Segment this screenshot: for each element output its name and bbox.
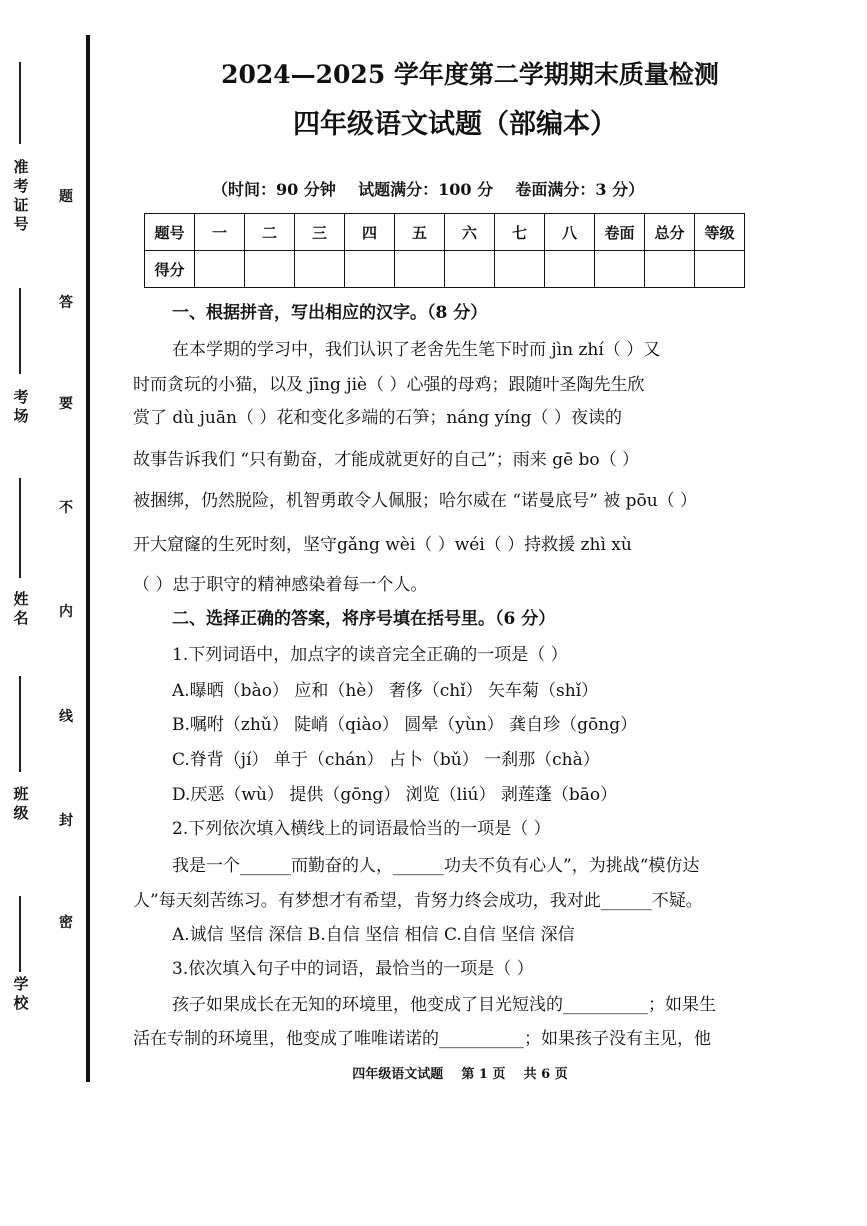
score-table-score-row [145, 251, 745, 288]
score-cell[interactable] [545, 251, 595, 288]
exam-title: 2024—2025 学年度第二学期期末质量检测 [221, 60, 719, 89]
exam-room-label: 考场 [13, 388, 29, 425]
score-table [144, 213, 745, 288]
seal-char: 不 [59, 500, 73, 516]
score-row-label: 得分 [145, 251, 195, 288]
seal-char: 题 [59, 189, 73, 205]
q1-option-b: B.嘱咐（zhǔ） 陡峭（qiào） 圆晕（yùn） 龚自珍（gōng） [172, 715, 638, 735]
score-header-cell: 总分 [645, 214, 695, 251]
exam-room-blank [19, 288, 21, 374]
q2-line: 人”每天刻苦练习。有梦想才有希望，肯努力终会成功，我对此______不疑。 [133, 891, 703, 911]
q3-line: 孩子如果成长在无知的环境里，他变成了目光短浅的__________；如果生 [172, 995, 716, 1015]
section1-line: 赏了 dù juān（ ）花和变化多端的石笋；náng yíng（ ）夜读的 [133, 408, 622, 428]
q1-stem: 1.下列词语中，加点字的读音完全正确的一项是（ ） [172, 645, 568, 665]
score-table-header-row [145, 214, 745, 251]
score-header-cell: 六 [445, 214, 495, 251]
seal-char: 线 [59, 709, 73, 725]
q2-options: A.诚信 坚信 深信 B.自信 坚信 相信 C.自信 坚信 深信 [172, 925, 575, 945]
score-header-cell: 四 [345, 214, 395, 251]
section1-line: 故事告诉我们 “只有勤奋，才能成就更好的自己”；雨来 gē bo（ ） [133, 450, 640, 470]
score-header-cell: 二 [245, 214, 295, 251]
score-header-cell: 五 [395, 214, 445, 251]
school-label: 学校 [13, 975, 29, 1012]
score-cell[interactable] [295, 251, 345, 288]
school-blank [19, 896, 21, 972]
page-footer: 四年级语文试题 第 1 页 共 6 页 [352, 1067, 568, 1082]
score-cell[interactable] [445, 251, 495, 288]
seal-char: 要 [59, 396, 73, 412]
score-cell[interactable] [345, 251, 395, 288]
section2-title: 二、选择正确的答案，将序号填在括号里。（6 分） [172, 609, 556, 629]
name-blank [19, 478, 21, 578]
q1-option-c: C.脊背（jí） 单于（chán） 占卜（bǔ） 一刹那（chà） [172, 750, 600, 770]
exam-subtitle: 四年级语文试题（部编本） [293, 109, 617, 140]
score-cell[interactable] [395, 251, 445, 288]
q1-option-d: D.厌恶（wù） 提供（gōng） 浏览（liú） 剥莲蓬（bāo） [172, 785, 618, 805]
section1-line: 时而贪玩的小猫，以及 jīng jiè（ ）心强的母鸡；跟随叶圣陶先生欣 [133, 375, 645, 395]
q1-option-a: A.曝晒（bào） 应和（hè） 奢侈（chǐ） 矢车菊（shǐ） [172, 681, 599, 701]
score-header-cell: 等级 [695, 214, 745, 251]
exam-id-label: 准考证号 [13, 158, 29, 233]
score-cell[interactable] [645, 251, 695, 288]
score-cell[interactable] [195, 251, 245, 288]
section1-title: 一、根据拼音，写出相应的汉字。（8 分） [172, 303, 488, 323]
score-cell[interactable] [495, 251, 545, 288]
score-cell[interactable] [695, 251, 745, 288]
section1-line: 在本学期的学习中，我们认识了老舍先生笔下时而 jìn zhí（ ）又 [172, 340, 661, 360]
q2-stem: 2.下列依次填入横线上的词语最恰当的一项是（ ） [172, 819, 551, 839]
class-blank [19, 676, 21, 772]
seal-char: 密 [59, 915, 73, 931]
q2-line: 我是一个______而勤奋的人，______功夫不负有心人”，为挑战“模仿达 [172, 856, 700, 876]
score-header-cell: 卷面 [595, 214, 645, 251]
seal-char: 答 [59, 295, 73, 311]
seal-char: 封 [59, 813, 73, 829]
q3-line: 活在专制的环境里，他变成了唯唯诺诺的__________；如果孩子没有主见，他 [133, 1029, 711, 1049]
section1-line: 开大窟窿的生死时刻，坚守gǎng wèi（ ）wéi（ ）持救援 zhì xù [133, 535, 632, 555]
score-header-cell: 一 [195, 214, 245, 251]
binding-line [86, 35, 90, 1082]
score-header-cell: 八 [545, 214, 595, 251]
seal-char: 内 [59, 604, 73, 620]
q3-stem: 3.依次填入句子中的词语，最恰当的一项是（ ） [172, 959, 534, 979]
score-cell[interactable] [595, 251, 645, 288]
exam-info: （时间：90 分钟 试题满分：100 分 卷面满分：3 分） [212, 180, 645, 199]
section1-line: 被捆绑，仍然脱险，机智勇敢令人佩服；哈尔威在 “诺曼底号” 被 pōu（ ） [133, 491, 698, 511]
score-header-cell: 题号 [145, 214, 195, 251]
score-header-cell: 七 [495, 214, 545, 251]
class-label: 班级 [13, 785, 29, 822]
name-label: 姓名 [13, 590, 29, 627]
section1-line: （ ）忠于职守的精神感染着每一个人。 [133, 575, 428, 595]
score-cell[interactable] [245, 251, 295, 288]
score-header-cell: 三 [295, 214, 345, 251]
